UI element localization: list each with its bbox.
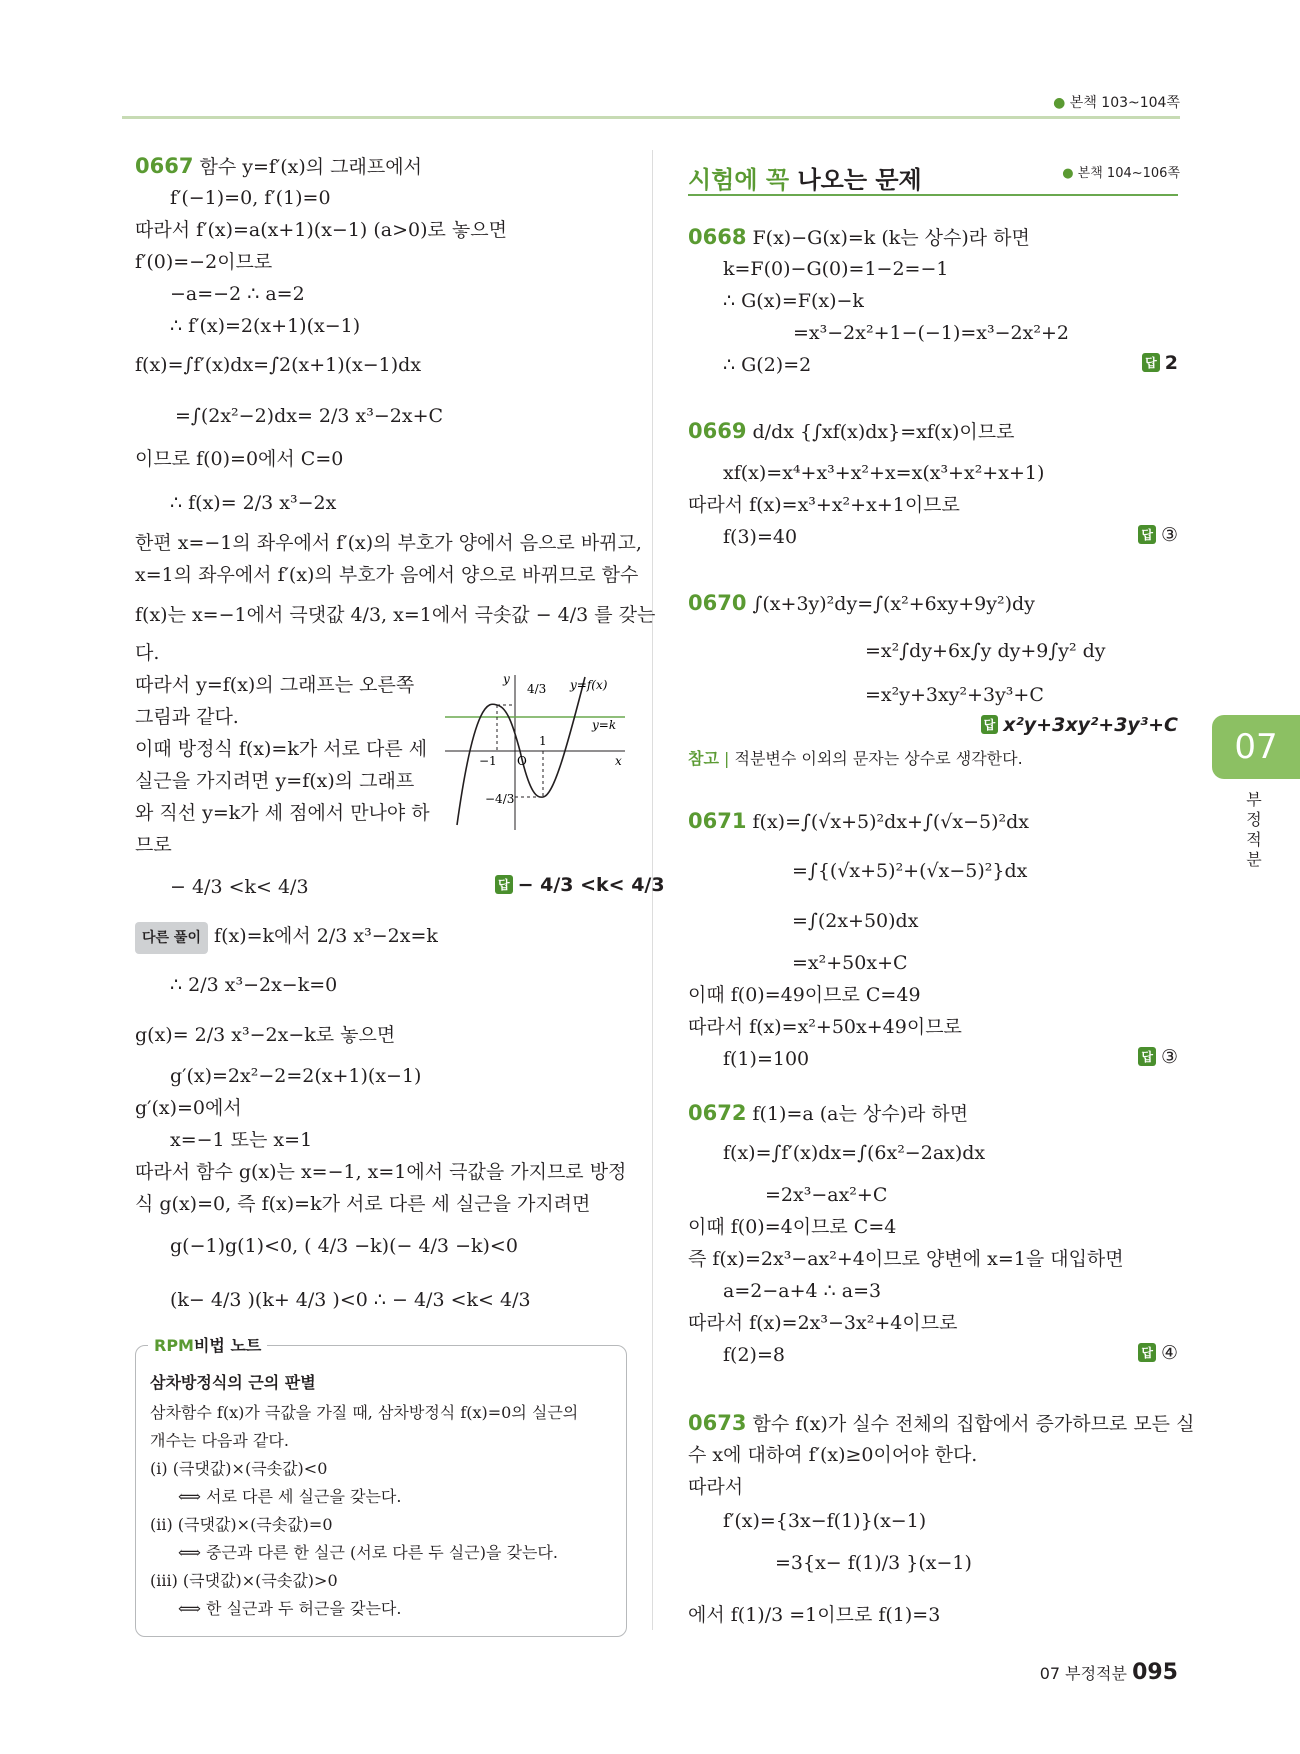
cubic-graph — [445, 665, 635, 830]
text-line: 와 직선 y=k가 세 점에서 만나야 하 — [135, 802, 430, 824]
answer-0667: 답 − 4/3 <k< 4/3 — [495, 874, 665, 896]
note-line: (ⅱ) (극댓값)×(극솟값)=0 — [150, 1515, 333, 1534]
chapter-tab: 07 — [1212, 715, 1300, 779]
text-line: 따라서 f(x)=x³+x²+x+1이므로 — [688, 494, 960, 516]
text-line: ∴ f′(x)=2(x+1)(x−1) — [170, 315, 361, 337]
solution-0668-title: 0668 F(x)−G(x)=k (k는 상수)라 하면 — [688, 225, 1030, 249]
text-line: f′(0)=−2이므로 — [135, 251, 273, 273]
text-line: ∴ G(2)=2 — [723, 354, 812, 376]
text-line: =x²∫dy+6x∫y dy+9∫y² dy — [865, 640, 1106, 662]
answer-0672: 답 ④ — [1138, 1342, 1178, 1364]
text-line: g(x)= 2/3 x³−2x−k로 놓으면 — [135, 1024, 396, 1046]
text-line: 한편 x=−1의 좌우에서 f′(x)의 부호가 양에서 음으로 바뀌고, — [135, 532, 642, 554]
text-line: f(3)=40 — [723, 526, 798, 548]
text-line: =x²y+3xy²+3y³+C — [865, 684, 1044, 706]
text-line: 따라서 함수 g(x)는 x=−1, x=1에서 극값을 가지므로 방정 — [135, 1161, 627, 1183]
text-line: −a=−2 ∴ a=2 — [170, 283, 305, 305]
origin-label: O — [517, 754, 527, 768]
text-line: k=F(0)−G(0)=1−2=−1 — [723, 258, 949, 280]
text-line: f(2)=8 — [723, 1344, 785, 1366]
text-line: ∴ 2/3 x³−2x−k=0 — [170, 974, 338, 996]
note-line: 개수는 다음과 같다. — [150, 1431, 289, 1450]
footer: 07 부정적분 095 — [1039, 1660, 1178, 1685]
tick-one: 1 — [539, 734, 547, 748]
y-axis-label: y — [503, 672, 510, 686]
tick-minus-one: −1 — [479, 754, 497, 768]
solution-0669-title: 0669 d/dx {∫xf(x)dx}=xf(x)이므로 — [688, 419, 1015, 443]
rpm-note-tag: RPM비법 노트 — [148, 1333, 267, 1356]
text-line: =∫(2x²−2)dx= 2/3 x³−2x+C — [175, 405, 444, 427]
text-line: f(x)=∫f′(x)dx=∫2(x+1)(x−1)dx — [135, 354, 422, 376]
text-line: g′(x)=0에서 — [135, 1097, 242, 1119]
text-line: (k− 4/3 )(k+ 4/3 )<0 ∴ − 4/3 <k< 4/3 — [170, 1289, 531, 1311]
min-label: −4/3 — [485, 792, 515, 806]
alternative-solution: 다른 풀이 f(x)=k에서 2/3 x³−2x=k — [135, 922, 438, 954]
text-line: x=1의 좌우에서 f′(x)의 부호가 음에서 양으로 바뀌므로 함수 — [135, 564, 639, 586]
section-title: 시험에 꼭 나오는 문제 — [688, 166, 922, 194]
note-line: (ⅰ) (극댓값)×(극솟값)<0 — [150, 1459, 328, 1478]
text-line: f′(−1)=0, f′(1)=0 — [170, 187, 331, 209]
note-line: 삼차함수 f(x)가 극값을 가질 때, 삼차방정식 f(x)=0의 실근의 — [150, 1403, 579, 1422]
solution-0671-title: 0671 f(x)=∫(√x+5)²dx+∫(√x−5)²dx — [688, 809, 1030, 833]
text-line: =∫{(√x+5)²+(√x−5)²}dx — [792, 860, 1028, 882]
header-book-ref: ● 본책 103~104쪽 — [1053, 95, 1180, 111]
text-line: 따라서 f′(x)=a(x+1)(x−1) (a>0)로 놓으면 — [135, 219, 507, 241]
answer-0668: 답 2 — [1142, 352, 1178, 374]
text-line: g(−1)g(1)<0, ( 4/3 −k)(− 4/3 −k)<0 — [170, 1235, 518, 1257]
note-title: 삼차방정식의 근의 판별 — [150, 1373, 316, 1392]
text-line: =x³−2x²+1−(−1)=x³−2x²+2 — [793, 322, 1069, 344]
text-line: 따라서 f(x)=x²+50x+49이므로 — [688, 1016, 962, 1038]
answer-0669: 답 ③ — [1138, 524, 1178, 546]
text-line: g′(x)=2x²−2=2(x+1)(x−1) — [170, 1065, 422, 1087]
note-line: ⟺ 서로 다른 세 실근을 갖는다. — [178, 1487, 402, 1506]
text-line: 따라서 — [688, 1476, 744, 1498]
k-label: y=k — [592, 718, 617, 732]
solution-0667-title: 0667 함수 y=f′(x)의 그래프에서 — [135, 154, 422, 178]
text-line: f(x)=∫f′(x)dx=∫(6x²−2ax)dx — [723, 1142, 986, 1164]
text-line: =3{x− f(1)/3 }(x−1) — [775, 1552, 972, 1574]
note-line: (ⅲ) (극댓값)×(극솟값)>0 — [150, 1571, 338, 1590]
text-line: a=2−a+4 ∴ a=3 — [723, 1280, 882, 1302]
chapter-tab-title: 부정적분 — [1246, 790, 1262, 869]
solution-0673-title: 0673 함수 f(x)가 실수 전체의 집합에서 증가하므로 모든 실 — [688, 1411, 1195, 1435]
text-line: f(x)는 x=−1에서 극댓값 4/3, x=1에서 극솟값 − 4/3 를 갖는 — [135, 604, 656, 626]
text-line: 에서 f(1)/3 =1이므로 f(1)=3 — [688, 1604, 941, 1626]
f-label: y=f(x) — [570, 678, 608, 692]
text-line: xf(x)=x⁴+x³+x²+x=x(x³+x²+x+1) — [723, 462, 1045, 484]
text-line: 식 g(x)=0, 즉 f(x)=k가 서로 다른 세 실근을 가지려면 — [135, 1193, 591, 1215]
header-rule — [122, 116, 1180, 119]
text-line: ∴ G(x)=F(x)−k — [723, 290, 864, 312]
section-book-ref: ● 본책 104~106쪽 — [1062, 166, 1180, 181]
text-line: 따라서 f(x)=2x³−3x²+4이므로 — [688, 1312, 958, 1334]
text-line: 따라서 y=f(x)의 그래프는 오른쪽 — [135, 674, 415, 696]
text-line: =∫(2x+50)dx — [792, 910, 919, 932]
text-line: − 4/3 <k< 4/3 — [170, 876, 309, 898]
text-line: =x²+50x+C — [792, 952, 908, 974]
text-line: f′(x)={3x−f(1)}(x−1) — [723, 1510, 927, 1532]
note-line: ⟺ 한 실근과 두 허근을 갖는다. — [178, 1599, 402, 1618]
max-label: 4/3 — [527, 682, 547, 696]
text-line: 이때 f(0)=49이므로 C=49 — [688, 984, 921, 1006]
text-line: 그림과 같다. — [135, 706, 239, 728]
note-line: ⟺ 중근과 다른 한 실근 (서로 다른 두 실근)을 갖는다. — [178, 1543, 558, 1562]
text-line: 즉 f(x)=2x³−ax²+4이므로 양변에 x=1을 대입하면 — [688, 1248, 1124, 1270]
text-line: ∴ f(x)= 2/3 x³−2x — [170, 492, 337, 514]
text-line: 수 x에 대하여 f′(x)≥0이어야 한다. — [688, 1444, 978, 1466]
text-line: 이때 방정식 f(x)=k가 서로 다른 세 — [135, 738, 428, 760]
section-rule — [688, 194, 1178, 196]
text-line: =2x³−ax²+C — [765, 1184, 888, 1206]
text-line: 이므로 f(0)=0에서 C=0 — [135, 448, 344, 470]
answer-0671: 답 ③ — [1138, 1046, 1178, 1068]
text-line: 실근을 가지려면 y=f(x)의 그래프 — [135, 770, 415, 792]
solution-0672-title: 0672 f(1)=a (a는 상수)라 하면 — [688, 1101, 969, 1125]
text-line: 다. — [135, 642, 160, 664]
text-line: f(1)=100 — [723, 1048, 810, 1070]
text-line: 므로 — [135, 834, 172, 856]
text-line: x=−1 또는 x=1 — [170, 1129, 313, 1151]
x-axis-label: x — [615, 754, 622, 768]
solution-0670-title: 0670 ∫(x+3y)²dy=∫(x²+6xy+9y²)dy — [688, 591, 1035, 615]
text-line: 이때 f(0)=4이므로 C=4 — [688, 1216, 897, 1238]
answer-0670: 답 x²y+3xy²+3y³+C — [981, 714, 1178, 736]
reference-note: 참고 | 적분변수 이외의 문자는 상수로 생각한다. — [688, 749, 1023, 768]
